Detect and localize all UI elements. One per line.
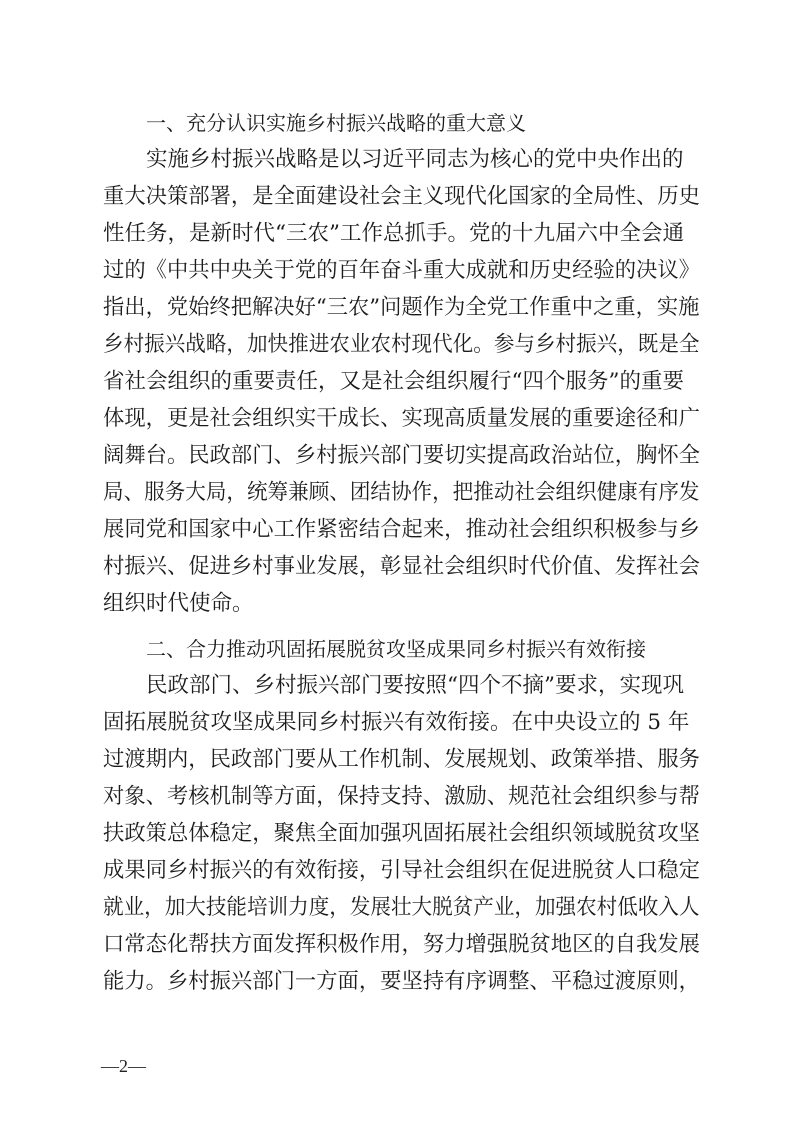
paragraph-line: 民政部门、乡村振兴部门要按照“四个不摘”要求，实现巩 <box>146 673 684 698</box>
paragraph-line: 口常态化帮扶方面发挥积极作用，努力增强脱贫地区的自我发展 <box>103 932 701 957</box>
paragraph-line: 村振兴、促进乡村事业发展，彰显社会组织时代价值、发挥社会 <box>103 554 701 579</box>
paragraph-line: 就业，加大技能培训力度，发展壮大脱贫产业，加强农村低收入人 <box>103 895 700 920</box>
paragraph-line: 体现，更是社会组织实干成长、实现高质量发展的重要途径和广 <box>103 406 701 431</box>
paragraph-line: 重大决策部署，是全面建设社会主义现代化国家的全局性、历史 <box>103 184 701 209</box>
paragraph-line: 乡村振兴战略，加快推进农业农村现代化。参与乡村振兴，既是全 <box>103 332 700 357</box>
paragraph-line: 省社会组织的重要责任，又是社会组织履行“四个服务”的重要 <box>103 369 684 394</box>
paragraph-line: 性任务，是新时代“三农”工作总抓手。党的十九届六中全会通 <box>103 221 684 246</box>
page-number: —2— <box>101 1056 146 1076</box>
paragraph-line: 指出，党始终把解决好“三农”问题作为全党工作重中之重，实施 <box>103 295 700 320</box>
paragraph-line: 实施乡村振兴战略是以习近平同志为核心的党中央作出的 <box>146 147 684 172</box>
paragraph-line: 过渡期内，民政部门要从工作机制、发展规划、政策举措、服务 <box>103 747 701 772</box>
section-2-heading: 二、合力推动巩固拓展脱贫攻坚成果同乡村振兴有效衔接 <box>146 637 646 661</box>
section-1-heading: 一、充分认识实施乡村振兴战略的重大意义 <box>146 111 526 135</box>
paragraph-line: 组织时代使命。 <box>103 591 254 616</box>
paragraph-line: 成果同乡村振兴的有效衔接，引导社会组织在促进脱贫人口稳定 <box>103 858 701 883</box>
paragraph-line: 展同党和国家中心工作紧密结合起来，推动社会组织积极参与乡 <box>103 517 701 542</box>
paragraph-line: 阔舞台。民政部门、乡村振兴部门要切实提高政治站位，胸怀全 <box>103 443 701 468</box>
paragraph-line: 过的《中共中央关于党的百年奋斗重大成就和历史经验的决议》 <box>103 258 701 283</box>
paragraph-line: 局、服务大局，统筹兼顾、团结协作，把推动社会组织健康有序发 <box>103 480 700 505</box>
paragraph-line: 固拓展脱贫攻坚成果同乡村振兴有效衔接。在中央设立的 5 年 <box>103 710 690 735</box>
paragraph-line: 能力。乡村振兴部门一方面，要坚持有序调整、平稳过渡原则， <box>103 969 701 994</box>
paragraph-line: 对象、考核机制等方面，保持支持、激励、规范社会组织参与帮 <box>103 784 701 809</box>
paragraph-line: 扶政策总体稳定，聚焦全面加强巩固拓展社会组织领域脱贫攻坚 <box>103 821 701 846</box>
